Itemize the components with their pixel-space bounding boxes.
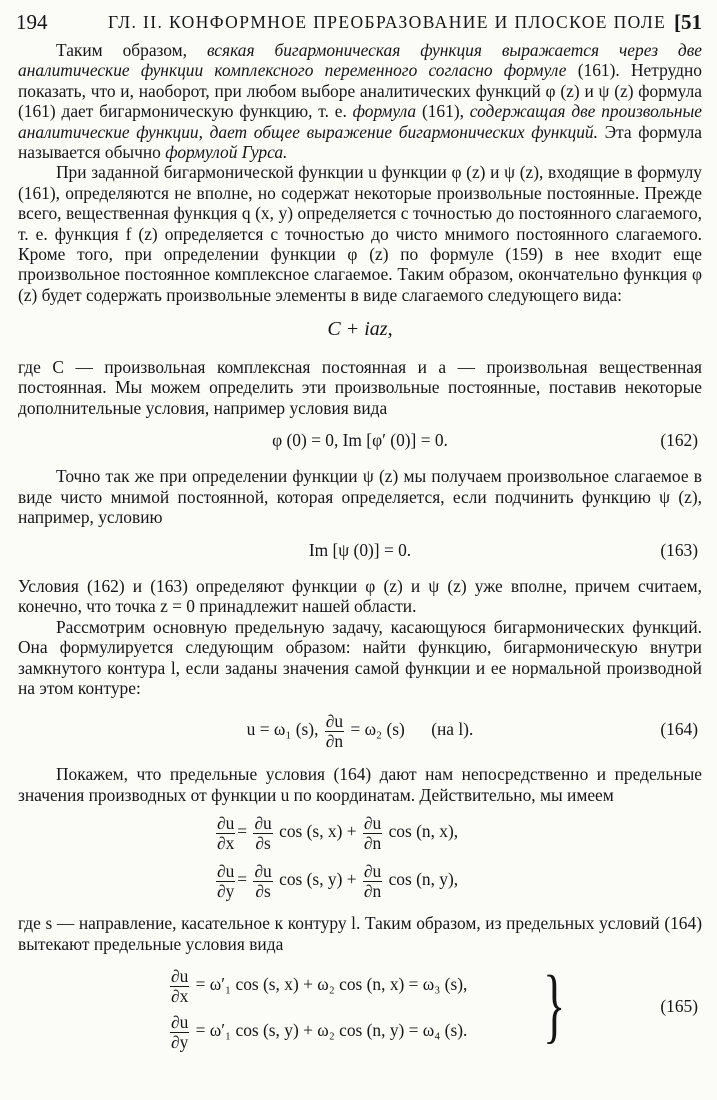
denominator: ∂s (255, 880, 271, 901)
equation-du-dy: $\frac{\partial u}{\partial y}$ = $\frac{\partial u}{\partial s}$ cos (s, y) + $\frac{\partial u}{\partial n}$ cos (n, y), (217, 860, 459, 901)
fraction (253, 814, 272, 853)
equation-number: (165) (660, 996, 698, 1016)
paragraph-constants: При заданной бигармонической функции u функции φ (z) и ψ (z), входящие в формулу (161), определяются не вполне, но содержат некоторые произвольные постоянные. Прежде всего, вещественная функция q (x, y) определяется с точностью до постоянного слагаемого, т. е. функция f (z) определяется с точностью до чисто мнимого постоянного слагаемого. Кроме того, при определении функции φ (z) по формуле (159) в нее входит еще произвольное постоянное комплексное слагаемое. Таким образом, окончательно функция φ (z) будет содержать произвольные элементы в виде слагаемого следующего вида: (18, 162, 702, 305)
paragraph-conditions: Условия (162) и (163) определяют функции φ (z) и ψ (z) уже вполне, причем считаем, конечно, что точка z = 0 принадлежит нашей области. (18, 575, 702, 617)
paragraph-boundary-problem: Рассмотрим основную предельную задачу, касающуюся бигармонических функций. Она формулируется следующим образом: найти функцию, бигармоническую внутри замкнутого контура l, если заданы значения самой функции и ее нормальной производной на этом контуре: (18, 616, 702, 698)
text: Эта формула называется обычно (18, 121, 702, 163)
fraction (170, 967, 189, 1006)
equation-number: (162) (660, 429, 698, 450)
equation-text: Im [ψ (0)] = 0. (308, 539, 412, 560)
equation-165-row1 (168, 962, 467, 1006)
equation-165-row2 (168, 1008, 467, 1052)
equation-note: (на l). (431, 719, 474, 740)
numerator: ∂u (217, 812, 235, 833)
equation-165 (18, 959, 702, 1054)
numerator: ∂u (363, 812, 382, 833)
numerator: ∂u (254, 812, 272, 833)
equation-text: cos (n, y), (388, 869, 459, 890)
equation-text: = ω₂ (s) (350, 719, 405, 740)
equation-text: cos (n, x), (388, 821, 459, 842)
numerator: ∂u (363, 860, 382, 881)
equation-text: cos (s, y) + (279, 869, 357, 890)
emphasis: формула (352, 101, 417, 122)
numerator: ∂u (325, 710, 344, 731)
fraction (170, 1013, 189, 1052)
fraction (253, 862, 272, 901)
fraction (216, 814, 235, 853)
denominator: ∂y (171, 1031, 189, 1052)
fraction (363, 862, 382, 901)
numerator: ∂u (254, 860, 272, 881)
numerator: ∂u (171, 1011, 189, 1032)
denominator: ∂x (217, 832, 235, 853)
numerator: ∂u (171, 965, 189, 986)
denominator: ∂n (363, 880, 382, 901)
emphasis: всякая бигармоническая функция выражается через две аналитические функции комплексного переменного согласно формуле (18, 40, 702, 81)
paragraph-where-c: где C — произвольная комплексная постоянная и a — произвольная вещественная постоянная. Мы можем определить эти произвольные постоянные, поставив некоторые дополнительные условия, например условия вида (18, 356, 702, 418)
equation-text: φ (0) = 0, Im [φ′ (0)] = 0. (272, 429, 448, 450)
equation-164 (18, 708, 702, 750)
text: Таким образом, (56, 40, 188, 60)
paragraph-goursat (18, 40, 702, 162)
equation-number: (164) (660, 719, 698, 740)
equation-text: cos (s, x) + (279, 821, 357, 842)
fraction (363, 814, 382, 853)
running-header (12, 8, 706, 36)
denominator: ∂x (171, 985, 189, 1006)
equation-text: = ω′₁ cos (s, y) + ω₂ cos (n, y) = ω₄ (s). (195, 1020, 468, 1040)
denominator: ∂y (217, 880, 235, 901)
paragraph-derivatives: Покажем, что предельные условия (164) дают нам непосредственно и предельные значения производных от функции u по координатам. Действительно, мы имеем (18, 764, 702, 805)
equation-number: (163) (660, 539, 698, 560)
denominator: ∂n (363, 832, 382, 853)
equation-163 (18, 540, 702, 560)
right-brace: } (543, 959, 566, 1052)
equation-text: C + iaz, (327, 318, 393, 341)
paragraph-tangent: где s — направление, касательное к контуру l. Таким образом, из предельных условий (164) вытекают предельные условия вида (18, 913, 702, 954)
text: (161). Нетрудно показать, что и, наоборот, при любом выборе аналитических функций φ (z) и ψ (z) формула (161) дает бигармоническую функцию, т. е. (18, 60, 702, 122)
page-body (18, 40, 702, 1054)
equation-du-dx: $\frac{\partial u}{\partial x}$ = $\frac{\partial u}{\partial s}$ cos (s, x) + $\frac{\partial u}{\partial n}$ cos (n, x), (217, 812, 459, 853)
emphasis: формулой Гурса. (165, 142, 288, 163)
denominator: ∂s (255, 832, 271, 853)
fraction (216, 862, 235, 901)
equation-162 (18, 430, 702, 450)
equation-text: u = ω₁ (s), (246, 719, 319, 740)
equation-text: = ω′₁ cos (s, x) + ω₂ cos (n, x) = ω₃ (s), (195, 974, 468, 994)
equation-c-iaz (18, 319, 702, 339)
numerator: ∂u (217, 860, 235, 881)
section-number: [51 (674, 10, 702, 34)
text: (161), (421, 101, 464, 122)
emphasis: содержащая две произвольные аналитические функции, дает общее выражение бигармонических функций. (18, 101, 702, 142)
fraction (325, 712, 344, 751)
chapter-title: ГЛ. II. КОНФОРМНОЕ ПРЕОБРАЗОВАНИЕ И ПЛОСКОЕ ПОЛЕ (108, 12, 667, 32)
paragraph-psi: Точно так же при определении функции ψ (z) мы получаем произвольное слагаемое в виде чисто мнимой постоянной, которая определяется, если подчинить функцию ψ (z), например, условию (18, 466, 702, 528)
page-number: 194 (16, 10, 48, 34)
denominator: ∂n (325, 730, 344, 751)
